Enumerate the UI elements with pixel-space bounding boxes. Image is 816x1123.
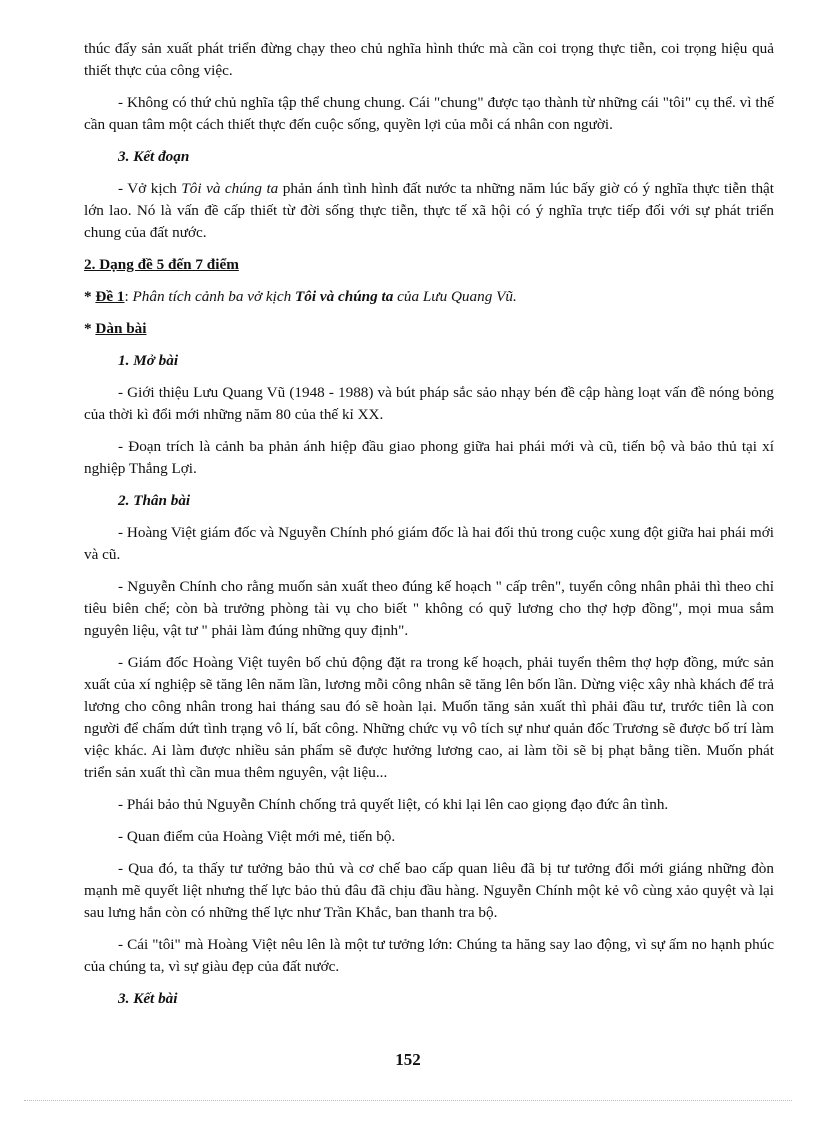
heading-ket-doan: 3. Kết đoạn [118, 148, 190, 165]
paragraph: - Vở kịch Tôi và chúng ta phản ánh tình hình đất nước ta những năm lúc bấy giờ có ý nghĩa thực tiễn thật lớn lao. Nó là vấn đề cấp thiết từ đời sống thực tiễn, thực tế xã hội có ý nghĩa trực tiếp đối với sự phát triển chung của đất nước. [84, 180, 774, 241]
paragraph: - Quan điểm của Hoàng Việt mới mẻ, tiến bộ. [118, 828, 396, 845]
paragraph: - Nguyễn Chính cho rằng muốn sản xuất theo đúng kế hoạch " cấp trên", tuyển công nhân phải thì theo chỉ tiêu biên chế; còn bà trưởng phòng tài vụ cho biết " không có quỹ lương cho thợ hợp đồng", mọi mua sắm nguyên liệu, vật tư " phải làm đúng những quy định". [84, 578, 774, 639]
document-body [84, 38, 774, 1020]
paragraph: - Giám đốc Hoàng Việt tuyên bố chủ động đặt ra trong kế hoạch, phải tuyển thêm thợ hợp đồng, mức sản xuất của xí nghiệp sẽ tăng lên năm lần, lương mỗi công nhân sẽ tăng lên bốn lần. Dừng việc xây nhà khách để trả lương cho công nhân trong hai tháng sau đó sẽ hoàn lại. Muốn tăng sản xuất thì phải đầu tư, trước tiên là con người để chấm dứt tình trạng vô lí, bất công. Những chức vụ vô tích sự như quản đốc Trương sẽ được bố trí làm việc khác. Ai làm được nhiều sản phẩm sẽ được hưởng lương cao, ai làm tồi sẽ bị phạt bằng tiền. Muốn phát triển sản xuất thì cần mua thêm nguyên, vật liệu... [84, 654, 774, 781]
paragraph: thúc đẩy sản xuất phát triển đừng chạy theo chủ nghĩa hình thức mà cần coi trọng thực tiễn, coi trọng hiệu quả thiết thực của công việc. [84, 40, 774, 79]
paragraph: - Không có thứ chủ nghĩa tập thể chung chung. Cái "chung" được tạo thành từ những cái "tôi" cụ thể. vì thế cần quan tâm một cách thiết thực đến cuộc sống, quyền lợi của mỗi cá nhân con người. [84, 94, 774, 133]
paragraph: - Đoạn trích là cảnh ba phản ánh hiệp đầu giao phong giữa hai phái mới và cũ, tiến bộ và bảo thủ tại xí nghiệp Thắng Lợi. [84, 438, 774, 477]
paragraph: - Cái "tôi" mà Hoàng Việt nêu lên là một tư tưởng lớn: Chúng ta hăng say lao động, vì sự ấm no hạnh phúc của chúng ta, vì sự giàu đẹp của đất nước. [84, 936, 774, 975]
paragraph: - Hoàng Việt giám đốc và Nguyễn Chính phó giám đốc là hai đối thủ trong cuộc xung đột giữa hai phái mới và cũ. [84, 524, 774, 563]
heading-than-bai: 2. Thân bài [118, 492, 191, 509]
exam-question: * Đề 1: Phân tích cảnh ba vở kịch Tôi và chúng ta của Lưu Quang Vũ. [84, 288, 517, 305]
outline-label: * Dàn bài [84, 320, 147, 337]
page-number: 152 [395, 1050, 421, 1069]
paragraph: - Phái bảo thủ Nguyễn Chính chống trả quyết liệt, có khi lại lên cao giọng đạo đức ân tình. [118, 796, 669, 813]
heading-section-2: 2. Dạng đề 5 đến 7 điểm [84, 256, 239, 273]
heading-ket-bai: 3. Kết bài [118, 990, 178, 1007]
page-bottom-divider [24, 1100, 792, 1101]
paragraph: - Giới thiệu Lưu Quang Vũ (1948 - 1988) và bút pháp sắc sảo nhạy bén đề cập hàng loạt vấn đề nóng bỏng của thời kì đổi mới những năm 80 của thế kỉ XX. [84, 384, 774, 423]
paragraph: - Qua đó, ta thấy tư tưởng bảo thủ và cơ chế bao cấp quan liêu đã bị tư tưởng đổi mới giáng những đòn mạnh mẽ quyết liệt nhưng thế lực bảo thủ đâu đã chịu đầu hàng. Nguyễn Chính một kẻ vô cùng xảo quyệt và lại sau lưng hắn còn có những thế lực như Trần Khắc, ban thanh tra bộ. [84, 860, 774, 921]
heading-mo-bai: 1. Mở bài [118, 352, 179, 369]
